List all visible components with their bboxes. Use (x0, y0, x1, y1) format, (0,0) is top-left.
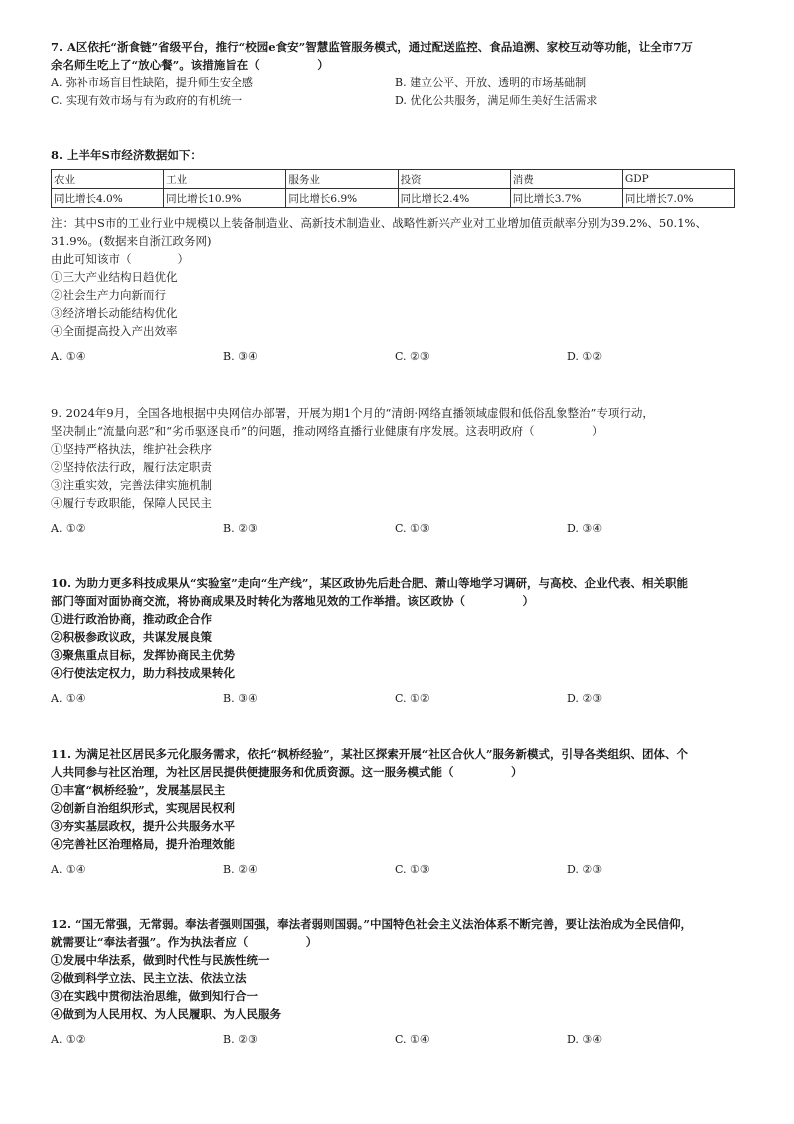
question-7-stem-line-1: 7. A区依托“浙食链”省级平台，推行“校园e食安”智慧监管服务模式，通过配送监控、食品追溯、家校互动等功能，让全市7万 (51, 40, 693, 54)
question-7-stem-line-2: 余名师生吃上了“放心餐”。该措施旨在（ ） (51, 58, 329, 72)
option-b[interactable]: B. ②③ (223, 1033, 258, 1046)
table-cell: 同比增长7.0% (622, 189, 734, 208)
statement-2: ②创新自治组织形式，实现居民权利 (51, 801, 235, 815)
question-8-note-line-2: 31.9%。(数据来自浙江政务网) (51, 234, 212, 248)
statement-1: ①发展中华法系，做到时代性与民族性统一 (51, 953, 270, 967)
statement-4: ④做到为人民用权、为人民履职、为人民服务 (51, 1007, 281, 1021)
option-a[interactable]: A. ①④ (51, 692, 86, 705)
statement-4: ④履行专政职能，保障人民民主 (51, 496, 212, 510)
table-header-cell: 消费 (510, 170, 622, 189)
option-a[interactable]: A. 弥补市场盲目性缺陷，提升师生安全感 (51, 76, 253, 89)
option-b[interactable]: B. ②③ (223, 522, 258, 535)
question-11-options (51, 861, 743, 879)
statement-3: ③夯实基层政权，提升公共服务水平 (51, 819, 235, 833)
question-8 (51, 146, 743, 366)
question-9-stem-line-1: 9. 2024年9月，全国各地根据中央网信办部署，开展为期1个月的“清朗·网络直播领域虚假和低俗乱象整治”专项行动， (51, 406, 654, 420)
question-8-note-line-1: 注：其中S市的工业行业中规模以上装备制造业、高新技术制造业、战略性新兴产业对工业增加值贡献率分别为39.2%、50.1%、 (51, 216, 707, 230)
option-a[interactable]: A. ①④ (51, 863, 86, 876)
table-cell: 同比增长2.4% (398, 189, 510, 208)
option-d[interactable]: D. 优化公共服务，满足师生美好生活需求 (395, 94, 598, 107)
table-cell: 同比增长6.9% (286, 189, 398, 208)
option-d[interactable]: D. ③④ (567, 522, 603, 535)
option-d[interactable]: D. ③④ (567, 1033, 603, 1046)
option-c[interactable]: C. ①② (395, 692, 430, 705)
statement-4: ④完善社区治理格局，提升治理效能 (51, 837, 235, 851)
option-c[interactable]: C. ①③ (395, 863, 430, 876)
statement-1: ①进行政治协商，推动政企合作 (51, 612, 212, 626)
question-11-stem-line-2: 人共同参与社区治理，为社区居民提供便捷服务和优质资源。这一服务模式能（ ） (51, 765, 523, 779)
table-header-cell: 服务业 (286, 170, 398, 189)
statement-1: ①丰富“枫桥经验”，发展基层民主 (51, 783, 226, 797)
option-a[interactable]: A. ①② (51, 522, 86, 535)
table-header-cell: 工业 (164, 170, 286, 189)
statement-3: ③经济增长动能结构优化 (51, 306, 178, 320)
table-row (52, 189, 735, 208)
statement-2: ②积极参政议政，共谋发展良策 (51, 630, 212, 644)
table-header-cell: 投资 (398, 170, 510, 189)
question-10 (51, 574, 743, 708)
statement-4: ④行使法定权力，助力科技成果转化 (51, 666, 235, 680)
question-9 (51, 404, 743, 538)
statement-3: ③注重实效，完善法律实施机制 (51, 478, 212, 492)
option-b[interactable]: B. ③④ (223, 692, 258, 705)
question-9-stem-line-2: 坚决制止“流量向恶”和“劣币驱逐良币”的问题，推动网络直播行业健康有序发展。这表明政府（ ） (51, 424, 604, 438)
question-7 (51, 38, 743, 110)
option-c[interactable]: C. 实现有效市场与有为政府的有机统一 (51, 94, 243, 107)
option-a[interactable]: A. ①② (51, 1033, 86, 1046)
option-b[interactable]: B. ②④ (223, 863, 258, 876)
question-12 (51, 915, 743, 1049)
question-11-stem-line-1: 11. 为满足社区居民多元化服务需求，依托“枫桥经验”，某社区探索开展“社区合伙人”服务新模式，引导各类组织、团体、个 (51, 747, 688, 761)
option-c[interactable]: C. ①③ (395, 522, 430, 535)
statement-3: ③在实践中贯彻法治思维，做到知行合一 (51, 989, 258, 1003)
question-8-stem: 8. 上半年S市经济数据如下： (51, 148, 202, 162)
question-10-options (51, 690, 743, 708)
table-header-cell: GDP (622, 170, 734, 189)
statement-3: ③聚焦重点目标，发挥协商民主优势 (51, 648, 235, 662)
table-cell: 同比增长3.7% (510, 189, 622, 208)
economic-data-table (51, 169, 735, 208)
statement-1: ①三大产业结构日趋优化 (51, 270, 178, 284)
statement-2: ②坚持依法行政，履行法定职责 (51, 460, 212, 474)
question-7-options (51, 74, 743, 110)
question-10-stem-line-2: 部门等面对面协商交流，将协商成果及时转化为落地见效的工作举措。该区政协（ ） (51, 594, 534, 608)
question-12-stem-line-1: 12. “国无常强，无常弱。奉法者强则国强，奉法者弱则国弱。”中国特色社会主义法治体系不断完善，要让法治成为全民信仰， (51, 917, 692, 931)
statement-2: ②社会生产力向新而行 (51, 288, 166, 302)
question-9-options (51, 520, 743, 538)
option-d[interactable]: D. ①② (567, 350, 603, 363)
statement-1: ①坚持严格执法，维护社会秩序 (51, 442, 212, 456)
table-cell: 同比增长4.0% (52, 189, 164, 208)
question-8-lead: 由此可知该市（ ） (51, 252, 189, 266)
table-header-cell: 农业 (52, 170, 164, 189)
option-d[interactable]: D. ②③ (567, 692, 603, 705)
question-8-options (51, 348, 743, 366)
option-d[interactable]: D. ②③ (567, 863, 603, 876)
option-a[interactable]: A. ①④ (51, 350, 86, 363)
table-cell: 同比增长10.9% (164, 189, 286, 208)
question-10-stem-line-1: 10. 为助力更多科技成果从“实验室”走向“生产线”，某区政协先后赴合肥、萧山等地学习调研，与高校、企业代表、相关职能 (51, 576, 688, 590)
option-c[interactable]: C. ②③ (395, 350, 430, 363)
option-b[interactable]: B. ③④ (223, 350, 258, 363)
option-b[interactable]: B. 建立公平、开放、透明的市场基础制 (395, 76, 587, 89)
table-header-row (52, 170, 735, 189)
question-12-stem-line-2: 就需要让“奉法者强”。作为执法者应（ ） (51, 935, 318, 949)
statement-2: ②做到科学立法、民主立法、依法立法 (51, 971, 247, 985)
statement-4: ④全面提高投入产出效率 (51, 324, 178, 338)
question-12-options (51, 1031, 743, 1049)
question-11 (51, 745, 743, 879)
option-c[interactable]: C. ①④ (395, 1033, 430, 1046)
